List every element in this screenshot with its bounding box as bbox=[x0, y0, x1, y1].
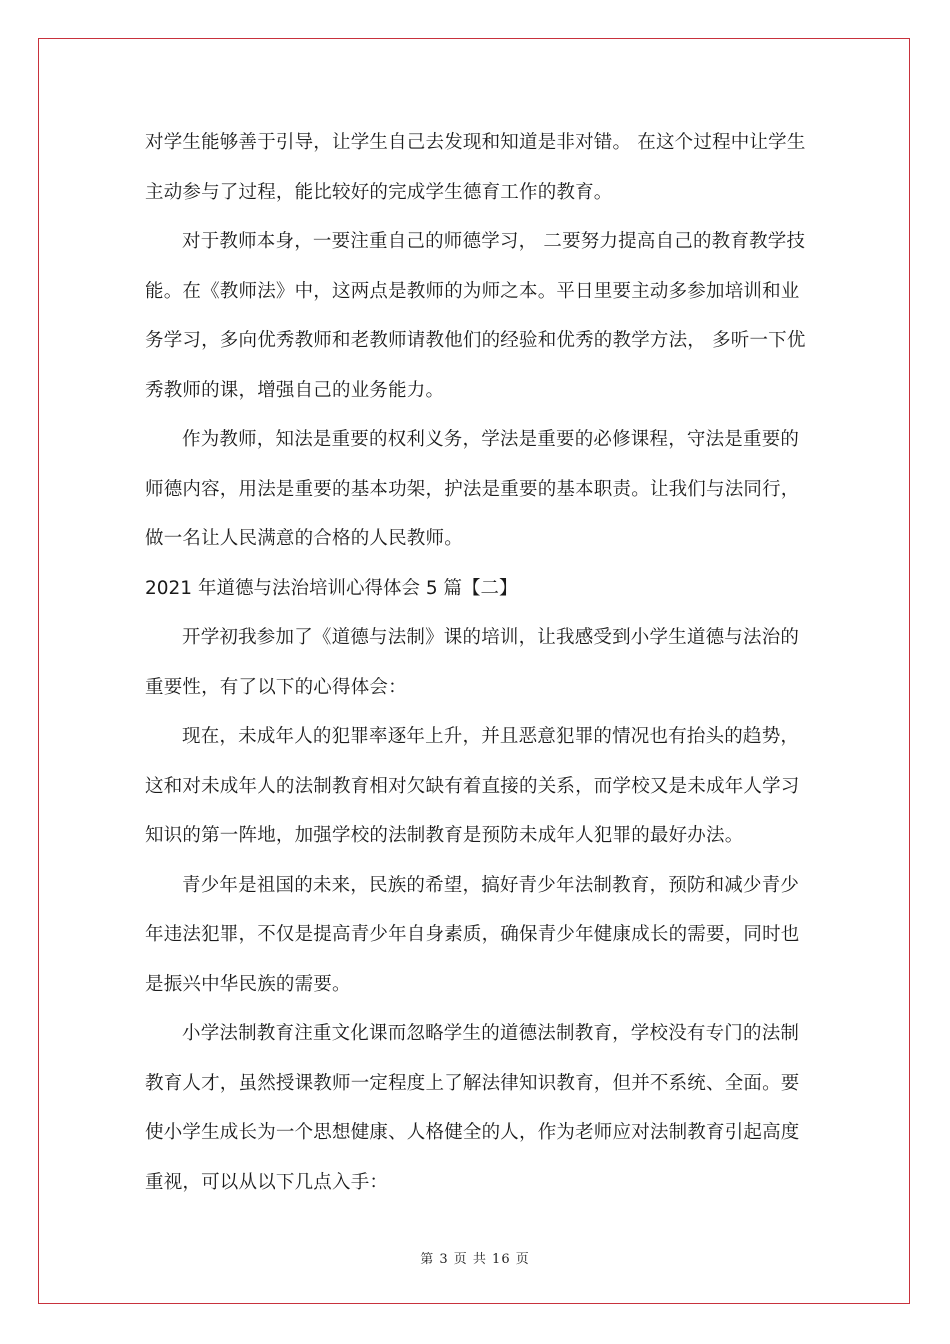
text-line: 知识的第一阵地，加强学校的法制教育是预防未成年人犯罪的最好办法。 bbox=[145, 825, 744, 846]
paragraph bbox=[145, 861, 809, 1010]
text-line: 能。在《教师法》中，这两点是教师的为师之本。平日里要主动多参加培训和业 bbox=[145, 280, 800, 302]
section-heading-text: 2021 年道德与法治培训心得体会 5 篇【二】 bbox=[145, 577, 518, 599]
text-line: 主动参与了过程，能比较好的完成学生德育工作的教育。 bbox=[145, 181, 613, 203]
text-line: 青少年是祖国的未来，民族的希望，搞好青少年法制教育，预防和减少青少 bbox=[182, 874, 800, 896]
paragraph bbox=[145, 217, 809, 415]
text-line: 做一名让人民满意的合格的人民教师。 bbox=[145, 528, 463, 549]
paragraph bbox=[145, 1009, 809, 1207]
text-line: 作为教师，知法是重要的权利义务，学法是重要的必修课程，守法是重要的 bbox=[182, 429, 800, 450]
text-line: 使小学生成长为一个思想健康、人格健全的人，作为老师应对法制教育引起高度 bbox=[145, 1122, 800, 1143]
text-line: 重视，可以从以下几点入手： bbox=[145, 1171, 389, 1193]
text-line: 教育人才，虽然授课教师一定程度上了解法律知识教育，但并不系统、全面。要 bbox=[145, 1072, 800, 1094]
section-heading bbox=[145, 564, 809, 614]
paragraph bbox=[145, 712, 809, 861]
text-line: 小学法制教育注重文化课而忽略学生的道德法制教育，学校没有专门的法制 bbox=[182, 1023, 800, 1044]
text-line: 现在，未成年人的犯罪率逐年上升，并且恶意犯罪的情况也有抬头的趋势， bbox=[182, 726, 800, 747]
text-line: 年违法犯罪，不仅是提高青少年自身素质，确保青少年健康成长的需要，同时也 bbox=[145, 924, 800, 945]
paragraph bbox=[145, 613, 809, 712]
text-line: 是振兴中华民族的需要。 bbox=[145, 973, 351, 995]
text-line: 务学习，多向优秀教师和老教师请教他们的经验和优秀的教学方法， 多听一下优 bbox=[145, 330, 806, 351]
paragraph bbox=[145, 415, 809, 564]
text-line: 对学生能够善于引导，让学生自己去发现和知道是非对错。 在这个过程中让学生 bbox=[145, 132, 806, 153]
page-number-footer: 第 3 页 共 16 页 bbox=[420, 1252, 530, 1267]
text-line: 重要性，有了以下的心得体会： bbox=[145, 676, 407, 698]
text-line: 秀教师的课，增强自己的业务能力。 bbox=[145, 379, 445, 401]
text-line: 开学初我参加了《道德与法制》课的培训，让我感受到小学生道德与法治的 bbox=[182, 627, 800, 648]
text-line: 这和对未成年人的法制教育相对欠缺有着直接的关系，而学校又是未成年人学习 bbox=[145, 775, 800, 797]
document-body bbox=[145, 118, 809, 1207]
text-line: 师德内容，用法是重要的基本功架，护法是重要的基本职责。让我们与法同行， bbox=[145, 478, 800, 500]
text-line: 对于教师本身，一要注重自己的师德学习， 二要努力提高自己的教育教学技 bbox=[182, 231, 806, 252]
paragraph bbox=[145, 118, 809, 217]
